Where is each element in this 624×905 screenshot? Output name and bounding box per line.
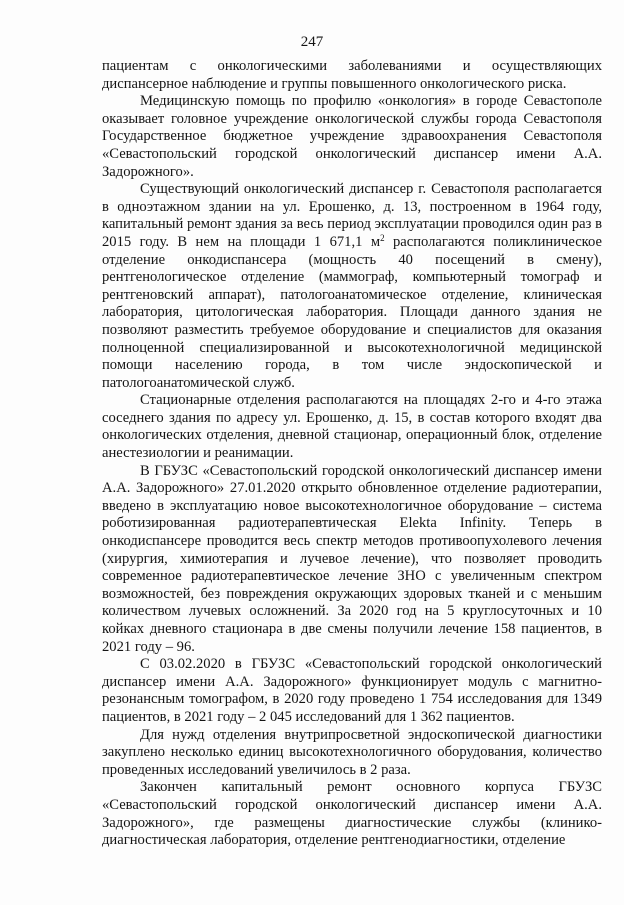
page-number: 247 — [300, 34, 324, 50]
paragraph-oncology-care: Медицинскую помощь по профилю «онкология» в городе Севастополе оказывает головное учреждение онкологической службы города Севастополя Государственное бюджетное учреждение здравоохранения Севастополя «Севастопольский городской онкологический диспансер имени А.А. Задорожного». — [102, 93, 602, 180]
document-body — [102, 58, 602, 850]
paragraph-text-part: Существующий онкологический диспансер г. Севастополя располагается в одноэтажном здании на ул. Ерошенко, д. 13, построенном в 1964 году, капитальный ремонт здания за весь период эксплуатации проводился один раз в 2015 году. В нем на площади 1 671,1 м — [102, 181, 602, 250]
paragraph-main-building-repair: Закончен капитальный ремонт основного корпуса ГБУЗС «Севастопольский городской онкологический диспансер имени А.А. Задорожного», где размещены диагностические службы (клинико-диагностическая лаборатория, отделение рентгенодиагностики, отделение — [102, 779, 602, 849]
paragraph-mri-module: С 03.02.2020 в ГБУЗС «Севастопольский городской онкологический диспансер имени А.А. Задорожного» функционирует модуль с магнитно-резонансным томографом, в 2020 году проведено 1 754 исследования для 1349 пациентов, в 2021 году – 2 045 исследований для 1 362 пациентов. — [102, 656, 602, 725]
superscript: 2 — [380, 232, 385, 243]
paragraph-radiotherapy: В ГБУЗС «Севастопольский городской онкологический диспансер имени А.А. Задорожного» 27.01.2020 открыто обновленное отделение радиотерапии, введено в эксплуатацию новое высокотехнологичное оборудование – система роботизированная радиотерапевтическая Elekta Infinity. Теперь в онкодиспансере проводится весь спектр методов противоопухолевого лечения (хирургия, химиотерапия и лучевое лечение), что позволяет проводить современное радиотерапевтическое лечение ЗНО с увеличенным спектром возможностей, без повреждения окружающих здоровых тканей и с меньшим количеством лучевых осложнений. За 2020 год на 5 круглосуточных и 10 койках дневного стационара в две смены получили лечение 158 пациентов, в 2021 году – 96. — [102, 462, 602, 655]
paragraph-endoscopy: Для нужд отделения внутрипросветной эндоскопической диагностики закуплено несколько единиц высокотехнологичного оборудования, количество проведенных исследований увеличилось в 2 раза. — [102, 726, 602, 778]
paragraph-inpatient-departments: Стационарные отделения располагаются на площадях 2-го и 4-го этажа соседнего здания по адресу ул. Ерошенко, д. 15, в состав которого входят два онкологических отделения, дневной стационар, операционный блок, отделение анестезиологии и реанимации. — [102, 392, 602, 462]
paragraph-existing-dispensary — [102, 181, 602, 392]
paragraph-continuation: пациентам с онкологическими заболеваниями и осуществляющих диспансерное наблюдение и группы повышенного онкологического риска. — [102, 58, 602, 92]
paragraph-text-part: располагаются поликлиническое отделение онкодиспансера (мощность 40 посещений в смену), рентгенологическое отделение (маммограф, компьютерный томограф и рентгеновский аппарат), патологоанатомическое отделение, клиническая лаборатория, цитологическая лаборатория. Площади данного здания не позволяют разместить требуемое оборудование и специалистов для оказания полноценной специализированной и высокотехнологичной медицинской помощи населению города, в том числе эндоскопической и патологоанатомической служб. — [102, 233, 602, 391]
